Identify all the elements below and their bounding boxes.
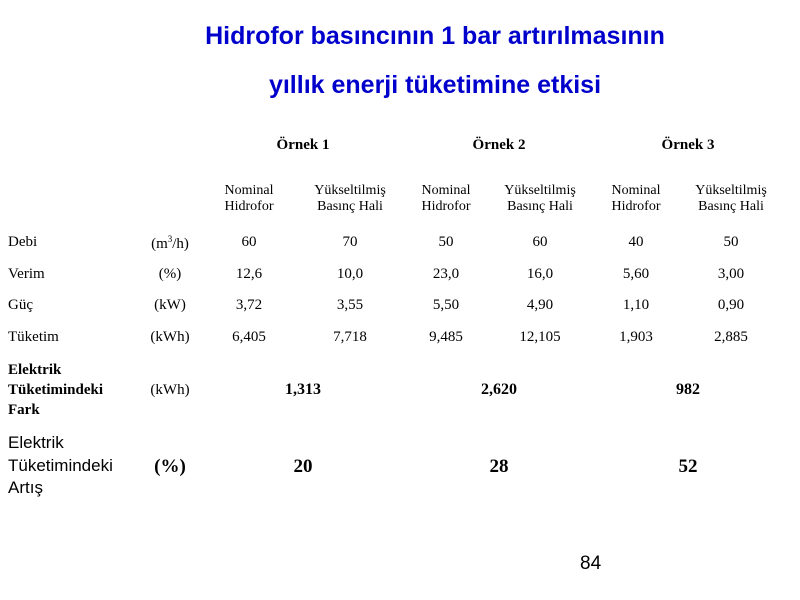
group-header-ornek-1: Örnek 1	[276, 137, 330, 153]
group-header-ornek-2: Örnek 2	[472, 137, 526, 153]
cell-tuketim-5: 1,903	[619, 329, 653, 345]
subheader-line: Hidrofor	[611, 199, 661, 214]
cell-tuketim-4: 12,105	[519, 329, 561, 345]
subheader-line: Hidrofor	[421, 199, 471, 214]
row-unit-verim: (%)	[158, 266, 182, 282]
cell-guc-3: 5,50	[432, 297, 460, 313]
cell-tuketim-6: 2,885	[714, 329, 748, 345]
subheader-line: Yükseltilmiş	[314, 183, 386, 198]
cell-verim-5: 5,60	[622, 266, 650, 282]
label-line: Elektrik	[8, 433, 64, 452]
row-label-verim: Verim	[8, 266, 45, 282]
page-title-line-2: yıllık enerji tüketimine etkisi	[268, 71, 602, 99]
label-line: Artış	[8, 478, 43, 497]
row-label-debi: Debi	[8, 234, 38, 250]
subheader-raised-2	[490, 183, 590, 215]
subheader-line: Basınç Hali	[698, 199, 764, 214]
page-title-line-1: Hidrofor basıncının 1 bar artırılmasının	[205, 22, 665, 50]
cell-guc-6: 0,90	[717, 297, 745, 313]
cell-guc-2: 3,55	[336, 297, 364, 313]
label-line: Tüketimindeki	[8, 455, 113, 475]
subheader-nominal-2	[396, 183, 496, 215]
subheader-line: Basınç Hali	[507, 199, 573, 214]
difference-ornek-2: 2,620	[481, 381, 517, 398]
row-unit-guc: (kW)	[154, 297, 186, 313]
page-number: 84	[580, 553, 602, 574]
subheader-raised-1	[300, 183, 400, 215]
row-label-tuketim: Tüketim	[8, 329, 59, 345]
subheader-nominal-3	[586, 183, 686, 215]
subheader-line: Nominal	[611, 183, 661, 198]
cell-debi-1: 60	[241, 234, 257, 250]
row-label-increase	[8, 432, 113, 500]
cell-tuketim-3: 9,485	[429, 329, 463, 345]
cell-guc-1: 3,72	[235, 297, 263, 313]
cell-tuketim-2: 7,718	[333, 329, 367, 345]
subheader-line: Yükseltilmiş	[695, 183, 767, 198]
label-line: Elektrik	[8, 362, 62, 378]
cell-verim-6: 3,00	[717, 266, 745, 282]
cell-verim-3: 23,0	[432, 266, 460, 282]
subheader-line: Basınç Hali	[317, 199, 383, 214]
difference-ornek-1: 1,313	[285, 381, 321, 398]
cell-guc-4: 4,90	[526, 297, 554, 313]
cell-debi-6: 50	[723, 234, 739, 250]
cell-verim-4: 16,0	[526, 266, 554, 282]
cell-debi-4: 60	[532, 234, 548, 250]
row-unit-debi	[130, 234, 210, 253]
unit-superscript: 3	[167, 234, 173, 244]
row-unit-difference: (kWh)	[150, 382, 190, 398]
subheader-line: Yükseltilmiş	[504, 183, 576, 198]
cell-debi-3: 50	[438, 234, 454, 250]
subheader-nominal-1	[199, 183, 299, 215]
difference-ornek-3: 982	[676, 381, 700, 398]
unit-part: (m	[151, 236, 168, 252]
subheader-line: Hidrofor	[224, 199, 274, 214]
increase-ornek-2: 28	[489, 456, 509, 477]
row-label-difference	[8, 360, 103, 420]
cell-tuketim-1: 6,405	[232, 329, 266, 345]
increase-ornek-3: 52	[678, 456, 698, 477]
group-header-ornek-3: Örnek 3	[661, 137, 715, 153]
label-line: Fark	[8, 402, 40, 418]
subheader-line: Nominal	[224, 183, 274, 198]
subheader-raised-3	[681, 183, 781, 215]
cell-debi-2: 70	[342, 234, 358, 250]
row-unit-tuketim: (kWh)	[150, 329, 190, 345]
increase-ornek-1: 20	[293, 456, 313, 477]
cell-verim-2: 10,0	[336, 266, 364, 282]
subheader-line: Nominal	[421, 183, 471, 198]
row-unit-increase: (%)	[154, 456, 186, 477]
label-line: Tüketimindeki	[8, 382, 104, 398]
unit-part: /h)	[172, 236, 189, 252]
cell-guc-5: 1,10	[622, 297, 650, 313]
row-label-guc: Güç	[8, 297, 33, 313]
cell-debi-5: 40	[628, 234, 644, 250]
cell-verim-1: 12,6	[235, 266, 263, 282]
